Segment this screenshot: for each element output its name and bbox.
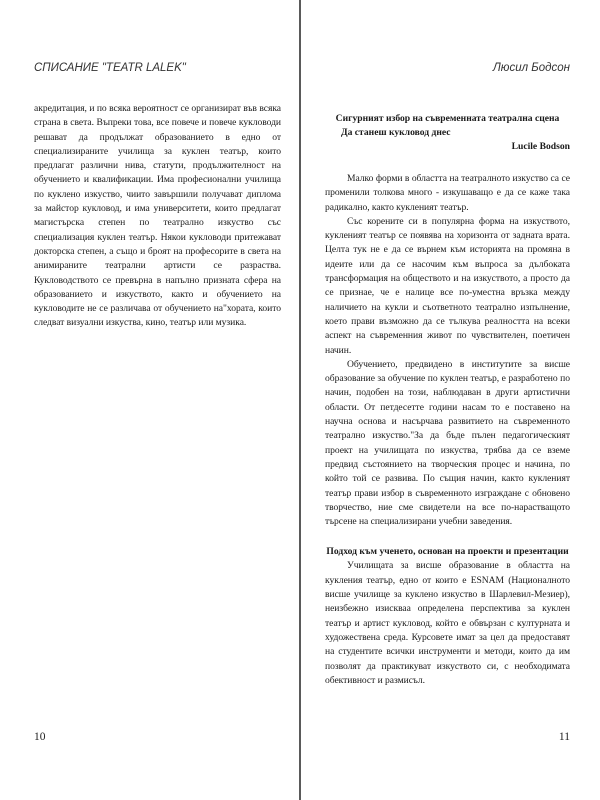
- right-page: [301, 0, 600, 800]
- right-running-header: Люсил Бодсон: [492, 62, 570, 74]
- right-paragraph: Малко форми в областта на театралното изкуство са се променили толкова много - изкушаващо е да се каже така радикално, както кукленият театър.: [325, 173, 570, 213]
- left-page-number: 10: [34, 731, 46, 743]
- right-paragraph: Със корените си в популярна форма на изкуството, кукленият театър се появява на хоризонта от задната врата. Целта тук не е да се върнем към историята на промяна в идеите или да се насочим към въпроса за дълбоката трансформация на обществото и на изкуството, а просто да се признае, че е налице все по-уместна връзка между наличието на кукли и съответното театрално изпълнение, което прави възможно да се тълкува реалността на всеки аспект на съвременния живот по чувствителен, поетичен начин.: [325, 215, 570, 356]
- section-body-text: [325, 559, 570, 688]
- section-heading: Подход към ученето, основан на проекти и презентации: [326, 546, 569, 558]
- right-page-number: 11: [558, 731, 570, 743]
- left-body-text: [34, 102, 281, 331]
- article-subtitle: Да станеш кукловод днес: [341, 127, 451, 138]
- left-page: [0, 0, 299, 800]
- right-body-text: [325, 172, 570, 529]
- article-author: Lucile Bodson: [511, 141, 570, 152]
- section-paragraph: Училищата за висше образование в областта на кукления театър, едно от които е ESNAM (Националното висше училище за куклено изкуство в Шарлевил-Мезиер), неизбежно изискваа определена перспектива за куклен театър и артист кукловод, който е обвързан с културната и художествена среда. Курсовете имат за цел да предоставят на студентите всички инструменти и методи, които да им позволят да практикуват изкуството си, с необходимата обективност и размисъл.: [325, 560, 570, 686]
- right-paragraph: Обучението, предвидено в институтите за висше образование за обучение по куклен театър, е разработено по начин, подобен на този, наблюдаван в други артистични области. От петдесетте години насам то е поставено на научна основа и насърчава развитието на съвременното театрално изкуство."За да бъде пълен педагогическият проект на училищата по изкуства, трябва да се вземе предвид състоянието на творческия процес и начина, по който той се развива. По същия начин, както кукленият театър прави избор в съвременното изграждане с обновено творчество, ние сме свидетели на все по-нарастващото търсене на специализирани учебни заведения.: [325, 358, 570, 528]
- left-running-header: СПИСАНИЕ "TEATR LALEK": [34, 62, 186, 74]
- article-title: Сигурният избор на съвременната театрална сцена: [335, 113, 560, 124]
- left-paragraph: акредитация, и по всяка вероятност се организират във всяка страна в света. Въпреки това, все повече и повече кукловоди решават да продължат образованието в едно от специализираните училища за куклен театър, които предлагат различни нива, статути, продължителност на обучението и квалификации. Има професионални училища по кукленo изкуство, чиито завършили получават диплома за майстор кукловод, и има университети, които предлагат магистърска степен по театрално изкуство със специализация куклен театър. Някои кукловоди притежават докторска степен, а също и броят на професорите в света на анимираните театрални артисти се разраства. Кукловодството се превърна в напълно призната сфера на образованието и изкуството, както и обучението на кукловодите не се различава от обучението на"хората, които следват визуални изкуства, кино, театър или музика.: [34, 103, 281, 329]
